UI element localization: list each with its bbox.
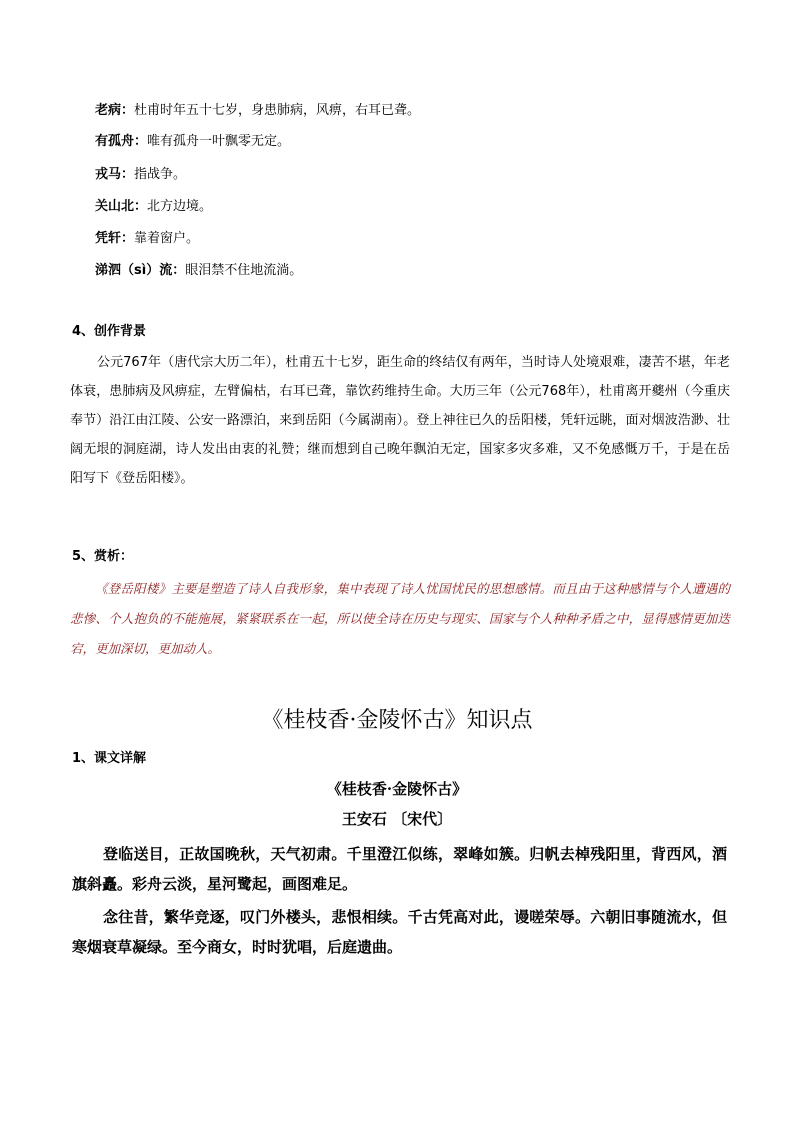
glossary-definition: 靠着窗户。 — [134, 231, 200, 246]
appreciation-heading: 5、赏析： — [72, 549, 134, 564]
appreciation-paragraph: 《登岳阳楼》主要是塑造了诗人自我形象，集中表现了诗人忧国忧民的思想感情。而且由于这种感情与个人遭遇的悲惨、个人抱负的不能施展，紧紧联系在一起，所以使全诗在历史与现实、国家与个人种种矛盾之中，显得感情更加迭宕，更加深切，更加动人。 — [70, 581, 730, 656]
glossary-definition: 唯有孤舟一叶飘零无定。 — [147, 134, 291, 149]
glossary-term: 老病： — [95, 103, 135, 118]
glossary-item — [95, 101, 420, 121]
background-heading: 4、创作背景 — [72, 324, 147, 339]
glossary-definition: 眼泪禁不住地流淌。 — [185, 263, 303, 278]
glossary-item — [95, 197, 212, 217]
poem-stanza-1: 登临送目，正故国晚秋，天气初肃。千里澄江似练，翠峰如簇。归帆去棹残阳里，背西风，酒旗斜矗。彩舟云淡，星河鹭起，画图难足。 — [72, 845, 727, 893]
glossary-definition: 杜甫时年五十七岁，身患肺病，风痹，右耳已聋。 — [134, 103, 421, 118]
poem-stanza-2: 念往昔，繁华竞逐，叹门外楼头，悲恨相续。千古凭高对此，谩嗟荣辱。六朝旧事随流水，但寒烟衰草凝绿。至今商女，时时犹唱，后庭遗曲。 — [72, 908, 727, 956]
glossary-term: 有孤舟： — [95, 134, 148, 149]
section-title: 《桂枝香·金陵怀古》知识点 — [261, 708, 533, 733]
glossary-term: 涕泗（sì）流： — [95, 263, 186, 278]
poem-author: 王安石 〔宋代〕 — [341, 810, 453, 828]
glossary-definition: 指战争。 — [134, 167, 187, 182]
glossary-item — [95, 165, 186, 185]
glossary-term: 凭轩： — [95, 231, 135, 246]
glossary-term: 关山北： — [95, 199, 148, 214]
glossary-item — [95, 132, 290, 152]
text-explanation-heading: 1、课文详解 — [72, 751, 147, 766]
background-paragraph: 公元767年（唐代宗大历二年），杜甫五十七岁，距生命的终结仅有两年，当时诗人处境艰难，凄苦不堪，年老体衰，患肺病及风痹症，左臂偏枯，右耳已聋，靠饮药维持生命。大历三年（公元768年），杜甫离开夔州（今重庆奉节）沿江由江陵、公安一路漂泊，来到岳阳（今属湖南）。登上神往已久的岳阳楼，凭轩远眺，面对烟波浩渺、壮阔无垠的洞庭湖，诗人发出由衷的礼赞；继而想到自己晚年飘泊无定，国家多灾多难，又不免感慨万千，于是在岳阳写下《登岳阳楼》。 — [70, 355, 730, 486]
glossary-term: 戎马： — [95, 167, 135, 182]
glossary-item — [95, 261, 302, 281]
poem-title: 《桂枝香·金陵怀古》 — [326, 780, 468, 798]
glossary-item — [95, 229, 199, 249]
glossary-definition: 北方边境。 — [147, 199, 213, 214]
